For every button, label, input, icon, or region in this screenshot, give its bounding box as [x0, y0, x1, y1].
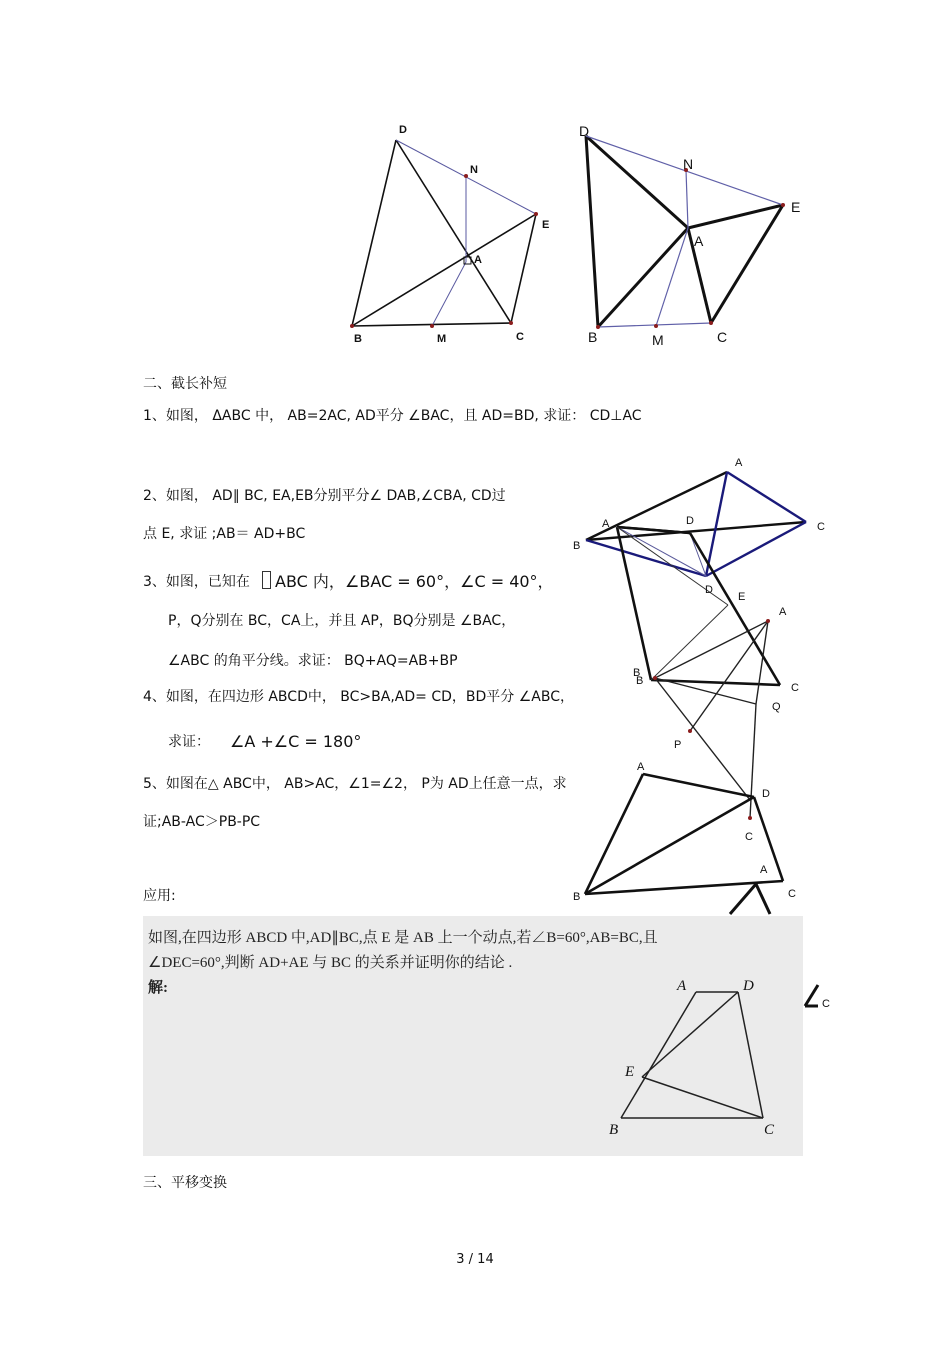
problem-3-line2: P，Q分别在 BC，CA上，并且 AP，BQ分别是 ∠BAC，	[168, 613, 516, 629]
application-heading: 应用:	[143, 888, 176, 904]
label-C: C	[788, 888, 796, 900]
label-N: N	[470, 164, 478, 176]
label-C: C	[817, 521, 825, 533]
label-A: A	[735, 457, 743, 469]
label-P: P	[674, 739, 682, 751]
problem-4-line1: 4、如图，在四边形 ABCD中， BC>BA,AD= CD，BD平分 ∠ABC，	[143, 689, 574, 705]
label-C: C	[745, 831, 753, 843]
scan-label-E: E	[625, 1064, 635, 1080]
label-M: M	[437, 333, 447, 345]
label-D: D	[579, 123, 590, 139]
label-E: E	[738, 591, 746, 603]
label-A: A	[760, 864, 768, 876]
problem-5-line1: 5、如图在△ ABC中， AB>AC，∠1=∠2， P为 AD上任意一点，求	[143, 776, 567, 792]
problem-4-formula: ∠A +∠C = 180°	[230, 732, 362, 751]
problem-3-line1b: ABC 内，	[275, 572, 345, 591]
label-E: E	[791, 199, 801, 215]
section-3-heading: 三、平移变换	[143, 1175, 227, 1191]
label-A: A	[637, 761, 645, 773]
label-C: C	[822, 998, 830, 1010]
scanned-problem-image	[143, 916, 803, 1156]
scan-label-C: C	[764, 1122, 775, 1138]
label-C: C	[791, 682, 799, 694]
label-D: D	[705, 584, 713, 596]
problem-1: 1、如图， ΔABC 中， AB=2AC, AD平分 ∠BAC，且 AD=BD, 求证： CD⊥AC	[143, 408, 642, 424]
label-C: C	[717, 329, 728, 345]
page-number: 3 / 14	[456, 1252, 494, 1267]
label-C: C	[516, 331, 524, 343]
label-A: A	[694, 233, 704, 249]
label-Q: Q	[772, 701, 781, 713]
label-D: D	[399, 124, 407, 136]
label-B: B	[354, 333, 362, 345]
label-B: B	[573, 540, 581, 552]
scan-line-1: 如图,在四边形 ABCD 中,AD∥BC,点 E 是 AB 上一个动点,若∠B=60°,AB=BC,且	[148, 930, 658, 946]
problem-3-line1c: ∠BAC = 60°，∠C = 40°，	[345, 572, 554, 591]
scan-label-B: B	[609, 1122, 619, 1138]
section-heading: 二、截长补短	[143, 376, 227, 392]
scan-line-2: ∠DEC=60°,判断 AD+AE 与 BC 的关系并证明你的结论 .	[148, 955, 513, 971]
label-N: N	[683, 156, 694, 172]
scan-label-D: D	[743, 978, 754, 994]
label-D: D	[686, 515, 694, 527]
label-E: E	[542, 219, 550, 231]
label-B: B	[633, 667, 641, 679]
label-A: A	[474, 254, 482, 266]
label-A: A	[779, 606, 787, 618]
problem-2-line1: 2、如图， AD∥ BC, EA,EB分别平分∠ DAB,∠CBA, CD过	[143, 488, 506, 504]
label-M: M	[652, 332, 664, 348]
label-D: D	[762, 788, 770, 800]
label-B: B	[573, 891, 581, 903]
triangle-symbol	[262, 571, 271, 589]
problem-5-line2: 证;AB-AC＞PB-PC	[143, 814, 261, 830]
problem-3-line3: ∠ABC 的角平分线。求证： BQ+AQ=AB+BP	[168, 653, 458, 669]
label-B: B	[636, 675, 644, 687]
problem-2-line2: 点 E, 求证 ;AB＝ AD+BC	[143, 526, 306, 542]
scan-line-3: 解:	[148, 980, 168, 996]
label-A: A	[602, 518, 610, 530]
scan-figure	[143, 916, 803, 1156]
problem-4-label: 求证：	[168, 734, 210, 750]
problem-3-line1a: 3、如图，已知在	[143, 574, 250, 590]
label-B: B	[588, 329, 598, 345]
scan-label-A: A	[677, 978, 687, 994]
